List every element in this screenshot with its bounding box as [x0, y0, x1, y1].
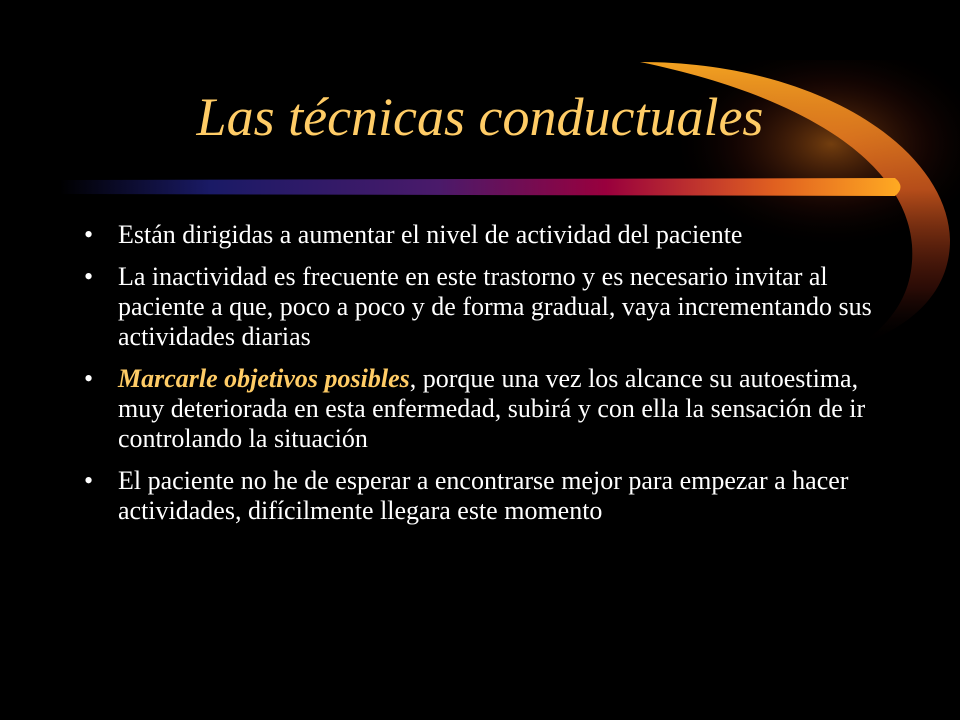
bullet-icon: • [84, 466, 94, 495]
bullet-item [80, 262, 880, 352]
bullet-emphasis: Marcarle objetivos posibles [118, 364, 410, 393]
swoosh-bar [60, 178, 901, 196]
bullet-text: La inactividad es frecuente en este trastorno y es necesario invitar al paciente a que, poco a poco y de forma gradual, vaya incrementando sus actividades diarias [118, 262, 872, 351]
bullet-text: El paciente no he de esperar a encontrarse mejor para empezar a hacer actividades, difícilmente llegara este momento [118, 466, 849, 525]
bullet-icon: • [84, 220, 94, 249]
slide-title: Las técnicas conductuales [196, 87, 764, 147]
bullet-icon: • [84, 262, 94, 291]
bullet-text: , porque una vez los alcance su autoestima, muy deteriorada en esta enfermedad, subirá y con ella la sensación de ir controlando la situación [118, 364, 866, 453]
bullet-item [80, 220, 880, 250]
bullet-item [80, 364, 880, 454]
bullet-text: Están dirigidas a aumentar el nivel de actividad del paciente [118, 220, 743, 249]
bullet-icon: • [84, 364, 94, 393]
bullet-list [80, 220, 880, 538]
bullet-item [80, 466, 880, 526]
